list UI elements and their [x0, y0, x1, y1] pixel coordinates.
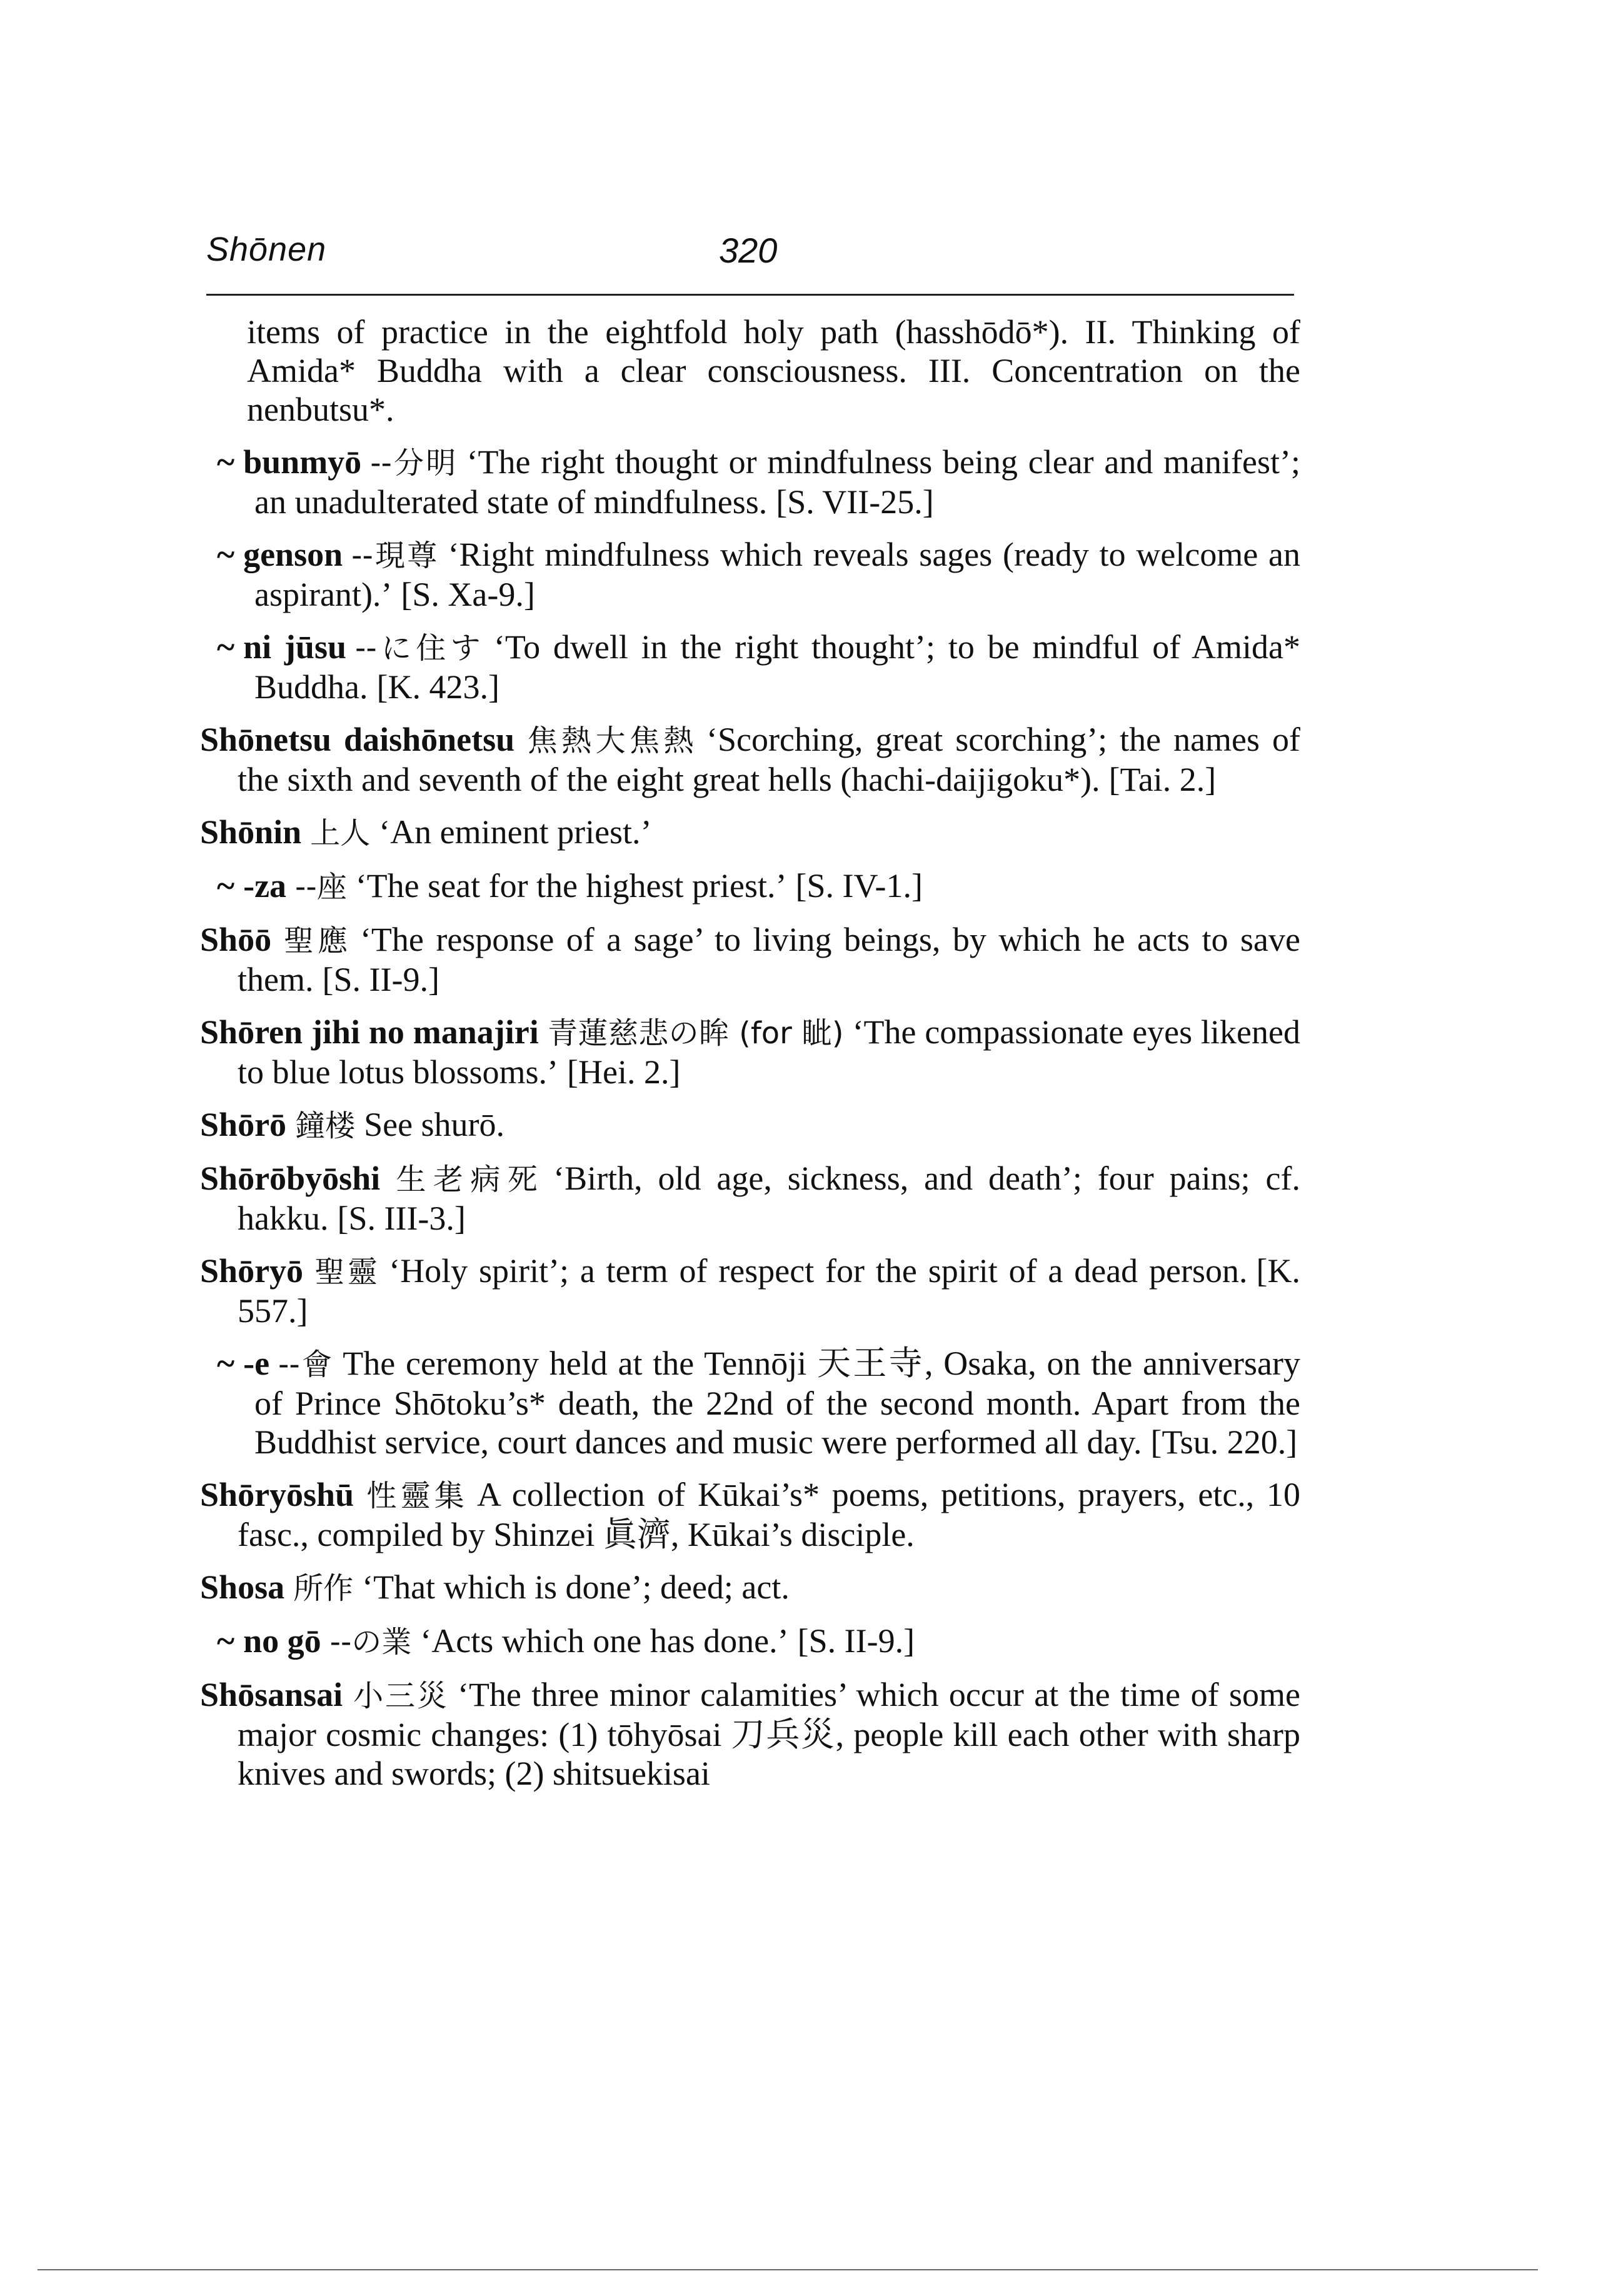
entry-text: See shurō.	[364, 1106, 505, 1143]
entry-text: ‘The compassionate eyes likened to blue lotus blossoms.’	[238, 1013, 1300, 1091]
entry-text: The ceremony held at the Tennōji 天王寺, Osaka, on the anniversary of Prince Shōtoku’s* death, the 22nd of the second month. Apart from the Buddhist service, court dances and music were performed all day.	[254, 1345, 1300, 1461]
entry-shoryoshu	[200, 1475, 1300, 1554]
entry-text: ‘Holy spirit’; a term of respect for the spirit of a dead person.	[389, 1252, 1248, 1290]
entry-kanji: 上人	[310, 816, 371, 851]
entry-reference: [Tai. 2.]	[1108, 761, 1217, 798]
entry-headword: Shosa	[200, 1568, 285, 1606]
entry-text: ‘Scorching, great scorching’; the names of the sixth and seventh of the eight great hells (hachi-daijigoku*).	[238, 721, 1300, 798]
entry-kanji: 生老病死	[389, 1162, 545, 1197]
entry-kanji: --會	[278, 1347, 334, 1382]
swung-dash: ~	[217, 628, 235, 666]
entry-headword: Shōryōshū	[200, 1476, 354, 1513]
entry-headword: genson	[243, 536, 343, 573]
dictionary-column	[200, 313, 1300, 1807]
subentry-bunmyo	[208, 443, 1300, 521]
entry-reference: [Tsu. 220.]	[1150, 1423, 1298, 1461]
entry-text: ‘Right mindfulness which reveals sages (ready to welcome an aspirant).’	[254, 536, 1300, 613]
entry-kanji: --に住す	[355, 631, 485, 666]
entry-text: A collection of Kūkai’s* poems, petitions, prayers, etc., 10 fasc., compiled by Shinzei 眞濟, Kūkai’s disciple.	[238, 1476, 1300, 1553]
entry-continuation	[200, 313, 1300, 429]
running-header	[206, 230, 1294, 274]
subentry-genson	[208, 535, 1300, 614]
entry-shosansai	[200, 1675, 1300, 1793]
entry-headword: Shōryō	[200, 1252, 304, 1290]
subentry-za	[208, 866, 1300, 906]
entry-kanji: --分明	[370, 446, 458, 481]
entry-shoo	[200, 920, 1300, 999]
entry-headword: Shōrōbyōshi	[200, 1160, 381, 1197]
entry-reference: [S. II-9.]	[797, 1622, 915, 1660]
entry-kanji: 小三災	[351, 1678, 449, 1713]
entry-headword: Shōsansai	[200, 1676, 343, 1713]
entry-headword: ni jūsu	[243, 628, 346, 666]
entry-text: ‘That which is done’; deed; act.	[362, 1568, 790, 1606]
entry-headword: Shōren jihi no manajiri	[200, 1013, 539, 1051]
entry-kanji: 性靈集	[363, 1478, 469, 1513]
header-rule	[206, 294, 1294, 296]
swung-dash: ~	[217, 1345, 235, 1382]
entry-reference: [S. IV-1.]	[795, 867, 923, 905]
entry-headword: Shōnin	[200, 813, 302, 851]
page-number: 320	[719, 231, 778, 270]
entry-reference: [S. Xa-9.]	[401, 576, 535, 613]
entry-kanji: 鐘楼	[295, 1108, 356, 1143]
entry-kanji: 焦熱大焦熱	[523, 723, 698, 758]
subentry-e	[208, 1344, 1300, 1461]
entry-kanji: 所作	[293, 1571, 354, 1606]
entry-text: items of practice in the eightfold holy path (hasshōdō*). II. Thinking of Amida* Buddha with a clear consciousness. III. Concentration on the nenbutsu*.	[247, 313, 1300, 428]
subentry-no-go	[208, 1622, 1300, 1662]
swung-dash: ~	[217, 536, 235, 573]
entry-shoren	[200, 1013, 1300, 1091]
entry-reference: [Hei. 2.]	[567, 1053, 681, 1091]
entry-text: ‘Acts which one has done.’	[420, 1622, 789, 1660]
entry-text: ‘The seat for the highest priest.’	[355, 867, 787, 905]
entry-text: ‘The response of a sage’ to living beings, by which he acts to save them.	[238, 921, 1300, 998]
entry-shonin	[200, 813, 1300, 853]
entry-reference: [S. II-9.]	[322, 961, 439, 998]
entry-headword: Shōō	[200, 921, 272, 958]
entry-reference: [S. VII-25.]	[776, 483, 934, 521]
entry-text: ‘Birth, old age, sickness, and death’; four pains; cf. hakku.	[238, 1160, 1300, 1237]
entry-kanji: --の業	[329, 1625, 412, 1660]
entry-shoro	[200, 1105, 1300, 1145]
entry-text: ‘The right thought or mindfulness being clear and manifest’; an unadulterated state of mindfulness.	[254, 443, 1300, 521]
entry-reference: [K. 423.]	[376, 668, 499, 706]
entry-headword: no gō	[243, 1622, 321, 1660]
swung-dash: ~	[217, 1622, 235, 1660]
entry-reference: [S. III-3.]	[337, 1200, 466, 1237]
subentry-ni-jusu	[208, 628, 1300, 706]
entry-shorobyoshi	[200, 1159, 1300, 1238]
entry-headword: bunmyō	[243, 443, 362, 481]
entry-headword: Shōnetsu daishōnetsu	[200, 721, 515, 758]
entry-shonetsu	[200, 720, 1300, 799]
entry-headword: Shōrō	[200, 1106, 287, 1143]
guide-word: Shōnen	[206, 231, 327, 268]
entry-kanji: --現尊	[351, 538, 439, 573]
swung-dash: ~	[217, 443, 235, 481]
page-edge-line	[38, 2269, 1538, 2270]
entry-shosa	[200, 1568, 1300, 1608]
entry-reference: [K. 557.]	[238, 1252, 1300, 1330]
entry-text: ‘The three minor calamities’ which occur at the time of some major cosmic changes: (1) tōhyōsai 刀兵災, people kill each other with sharp knives and swords; (2) shitsuekisai	[238, 1676, 1300, 1792]
swung-dash: ~	[217, 867, 235, 905]
entry-text: ‘An eminent priest.’	[379, 813, 652, 851]
entry-text: ‘To dwell in the right thought’; to be mindful of Amida* Buddha.	[254, 628, 1300, 706]
entry-headword: -za	[243, 867, 287, 905]
entry-shoryo	[200, 1251, 1300, 1330]
entry-headword: -e	[243, 1345, 270, 1382]
entry-kanji: 聖靈	[312, 1255, 381, 1290]
entry-kanji: --座	[295, 870, 347, 905]
entry-kanji: 青蓮慈悲の眸 (for 眦)	[547, 1016, 844, 1051]
entry-kanji: 聖應	[280, 923, 351, 958]
